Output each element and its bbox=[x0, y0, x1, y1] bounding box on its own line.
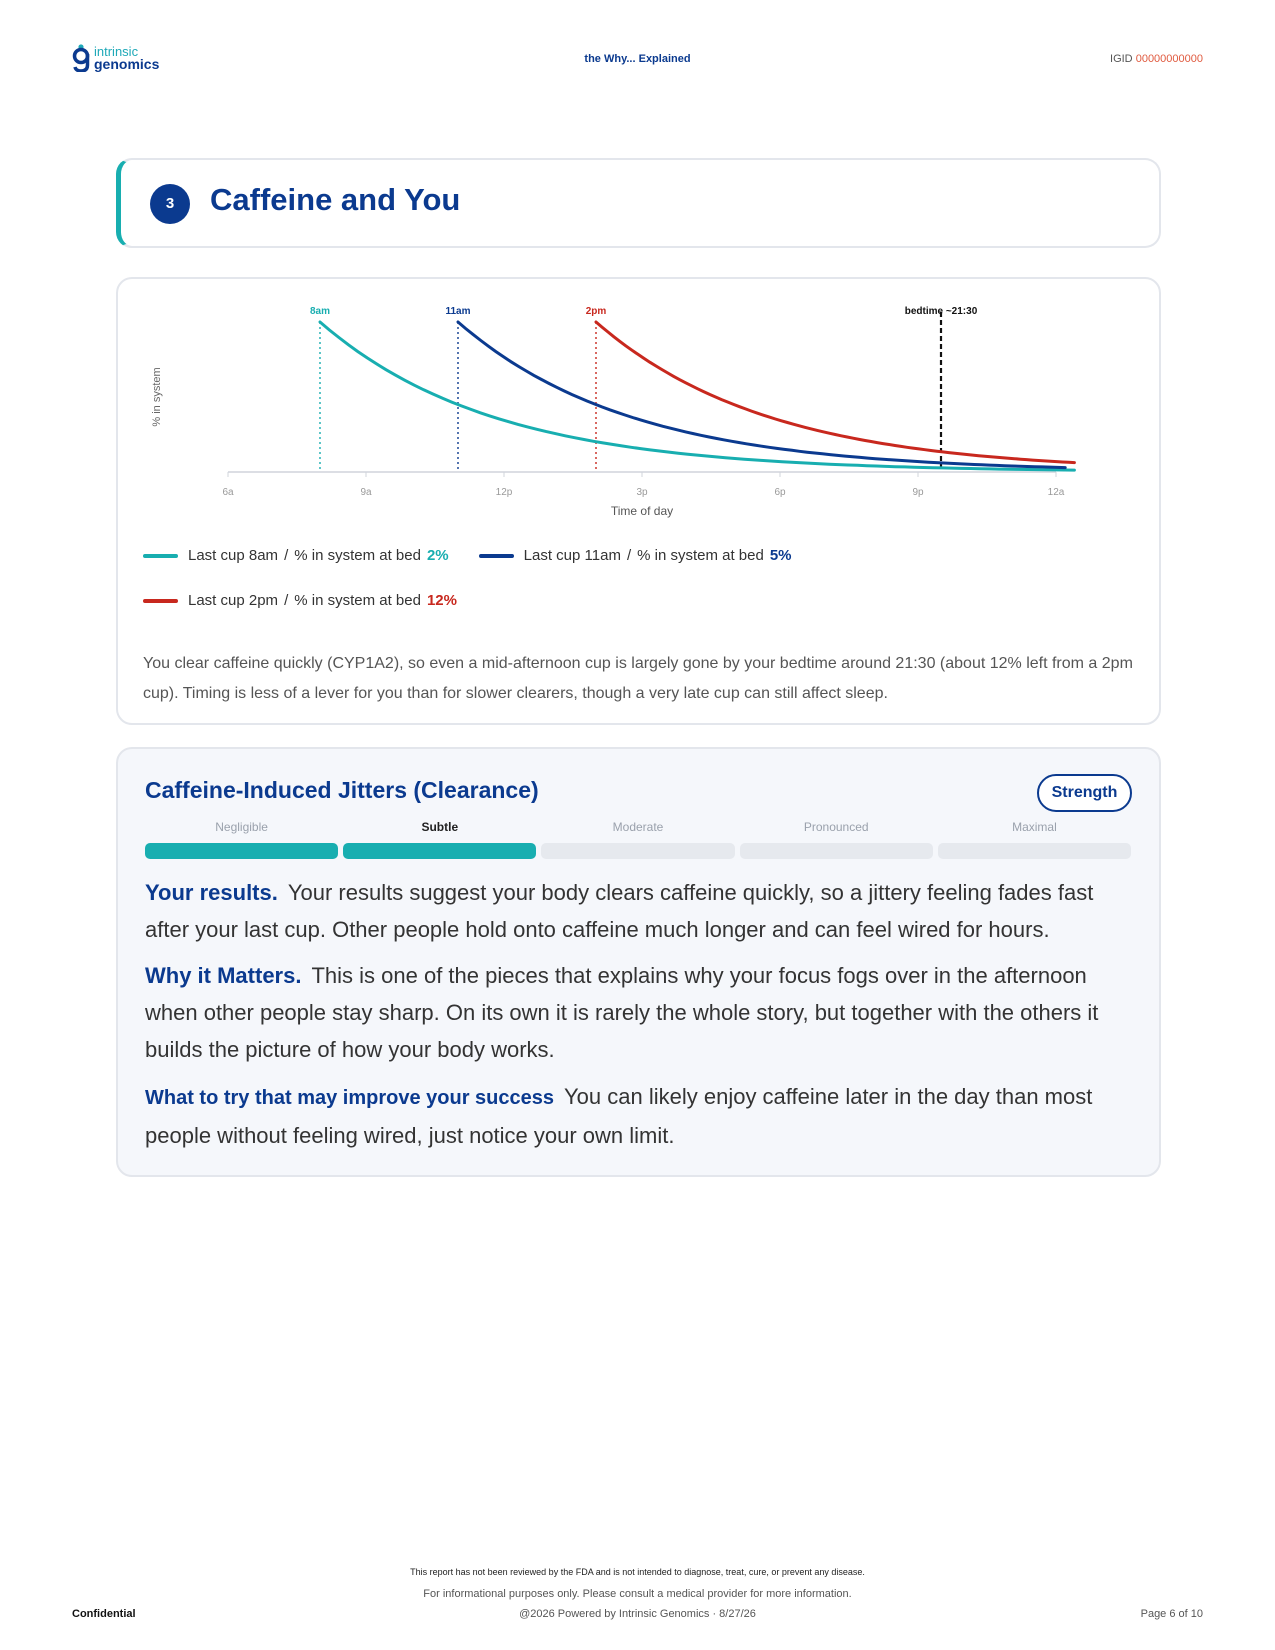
chart-note: You clear caffeine quickly (CYP1A2), so even a mid-afternoon cup is largely gone by your bedtime around 21:30 (about 12% left from a 2pm cup). Timing is less of a lever for you than for slower clearers, though a very late cup can still affect sleep. bbox=[143, 655, 1133, 702]
what-to-try-paragraph bbox=[145, 1078, 1140, 1154]
scale-level-label: Moderate bbox=[612, 820, 664, 834]
trait-card bbox=[116, 747, 1161, 1177]
x-axis-title: Time of day bbox=[610, 504, 674, 518]
start-marker-label: 2pm bbox=[585, 306, 607, 317]
decay-curve-8am bbox=[320, 322, 1074, 470]
legend-suffix: % in system at bed bbox=[637, 547, 764, 564]
logo-line2: genomics bbox=[94, 56, 160, 72]
legend-label: Last cup 11am bbox=[523, 547, 621, 564]
x-tick-label: 12p bbox=[495, 487, 513, 498]
legend-label: Last cup 8am bbox=[188, 547, 279, 564]
fda-disclaimer: This report has not been reviewed by the FDA and is not intended to diagnose, treat, cure, or prevent any disease. bbox=[410, 1567, 865, 1577]
x-tick-label: 6a bbox=[222, 487, 234, 498]
start-marker-label: 8am bbox=[309, 306, 331, 317]
legend-item bbox=[143, 592, 457, 609]
results-paragraph bbox=[145, 874, 1140, 948]
strength-badge[interactable]: Strength bbox=[1037, 774, 1132, 812]
try-lead: What to try that may improve your success bbox=[145, 1087, 555, 1109]
results-text: Your results suggest your body clears caffeine quickly, so a jittery feeling fades fast after your last cup. Other people hold onto caffeine much longer and can feel wired for hours. bbox=[145, 880, 1094, 942]
trait-title: Caffeine-Induced Jitters (Clearance) bbox=[145, 777, 539, 803]
confidential-label: Confidential bbox=[72, 1608, 136, 1620]
legend-swatch bbox=[143, 599, 178, 603]
page-number: Page 6 of 10 bbox=[1140, 1608, 1203, 1620]
legend-row bbox=[143, 547, 822, 564]
legend-item bbox=[479, 547, 792, 564]
scale-level bbox=[145, 817, 338, 859]
scale-level-label: Maximal bbox=[1012, 820, 1057, 834]
scale-level-bar bbox=[740, 843, 933, 859]
igid bbox=[1110, 53, 1203, 65]
scale-level-label: Pronounced bbox=[803, 820, 869, 834]
legend-suffix: % in system at bed bbox=[294, 547, 421, 564]
why-it-matters-paragraph bbox=[145, 957, 1140, 1068]
matters-text: This is one of the pieces that explains why your focus fogs over in the afternoon when other people stay sharp. On its own it is rarely the whole story, but together with the others it builds the picture of how your body works. bbox=[145, 963, 1099, 1062]
try-text: You can likely enjoy caffeine later in the day than most people without feeling wired, just notice your own limit. bbox=[145, 1084, 1093, 1148]
caffeine-decay-chart bbox=[118, 279, 1159, 519]
scale-level-bar bbox=[541, 843, 734, 859]
scale-level-label: Subtle bbox=[421, 820, 459, 834]
x-tick-label: 6p bbox=[774, 487, 786, 498]
scale-level-bar bbox=[938, 843, 1131, 859]
chart-card bbox=[116, 277, 1161, 725]
legend-label: Last cup 2pm bbox=[188, 592, 279, 609]
legend-swatch bbox=[479, 554, 514, 558]
scale-level-label: Negligible bbox=[215, 820, 268, 834]
start-marker-label: 11am bbox=[445, 306, 471, 317]
y-axis-title: % in system bbox=[151, 367, 163, 427]
header-tagline: the Why... Explained bbox=[584, 53, 691, 65]
x-tick-label: 9p bbox=[912, 487, 924, 498]
scale-level bbox=[938, 817, 1131, 859]
strength-scale bbox=[145, 817, 1131, 859]
section-title: Caffeine and You bbox=[210, 182, 461, 217]
legend-value: 12% bbox=[426, 592, 457, 609]
scale-level bbox=[740, 817, 933, 859]
igid-value: 00000000000 bbox=[1135, 53, 1203, 65]
legend-row bbox=[143, 592, 487, 609]
scale-level-bar bbox=[145, 843, 338, 859]
decay-curve-11am bbox=[458, 322, 1065, 468]
x-tick-label: 3p bbox=[636, 487, 648, 498]
page-header bbox=[72, 42, 1203, 78]
igid-label: IGID bbox=[1110, 53, 1133, 65]
x-tick-label: 9a bbox=[360, 487, 372, 498]
info-disclaimer: For informational purposes only. Please consult a medical provider for more information. bbox=[423, 1588, 852, 1600]
matters-lead: Why it Matters. bbox=[145, 963, 302, 988]
section-title-card bbox=[116, 158, 1161, 248]
scale-level-bar bbox=[343, 843, 536, 859]
legend-swatch bbox=[143, 554, 178, 558]
x-tick-label: 12a bbox=[1047, 487, 1065, 498]
logo-line1: intrinsic bbox=[94, 44, 139, 59]
legend-separator: / bbox=[284, 547, 289, 564]
bedtime-label: bedtime ~21:30 bbox=[904, 306, 978, 317]
results-lead: Your results. bbox=[145, 880, 278, 905]
section-number-badge: 3 bbox=[150, 184, 190, 224]
scale-level bbox=[541, 817, 734, 859]
powered-by: @2026 Powered by Intrinsic Genomics · 8/27/26 bbox=[519, 1608, 756, 1620]
legend-suffix: % in system at bed bbox=[294, 592, 421, 609]
legend-item bbox=[143, 547, 449, 564]
legend-separator: / bbox=[284, 592, 289, 609]
legend-separator: / bbox=[626, 547, 632, 564]
legend-value: 2% bbox=[426, 547, 449, 564]
legend-value: 5% bbox=[769, 547, 792, 564]
decay-curve-2pm bbox=[596, 322, 1074, 463]
scale-level bbox=[343, 817, 536, 859]
